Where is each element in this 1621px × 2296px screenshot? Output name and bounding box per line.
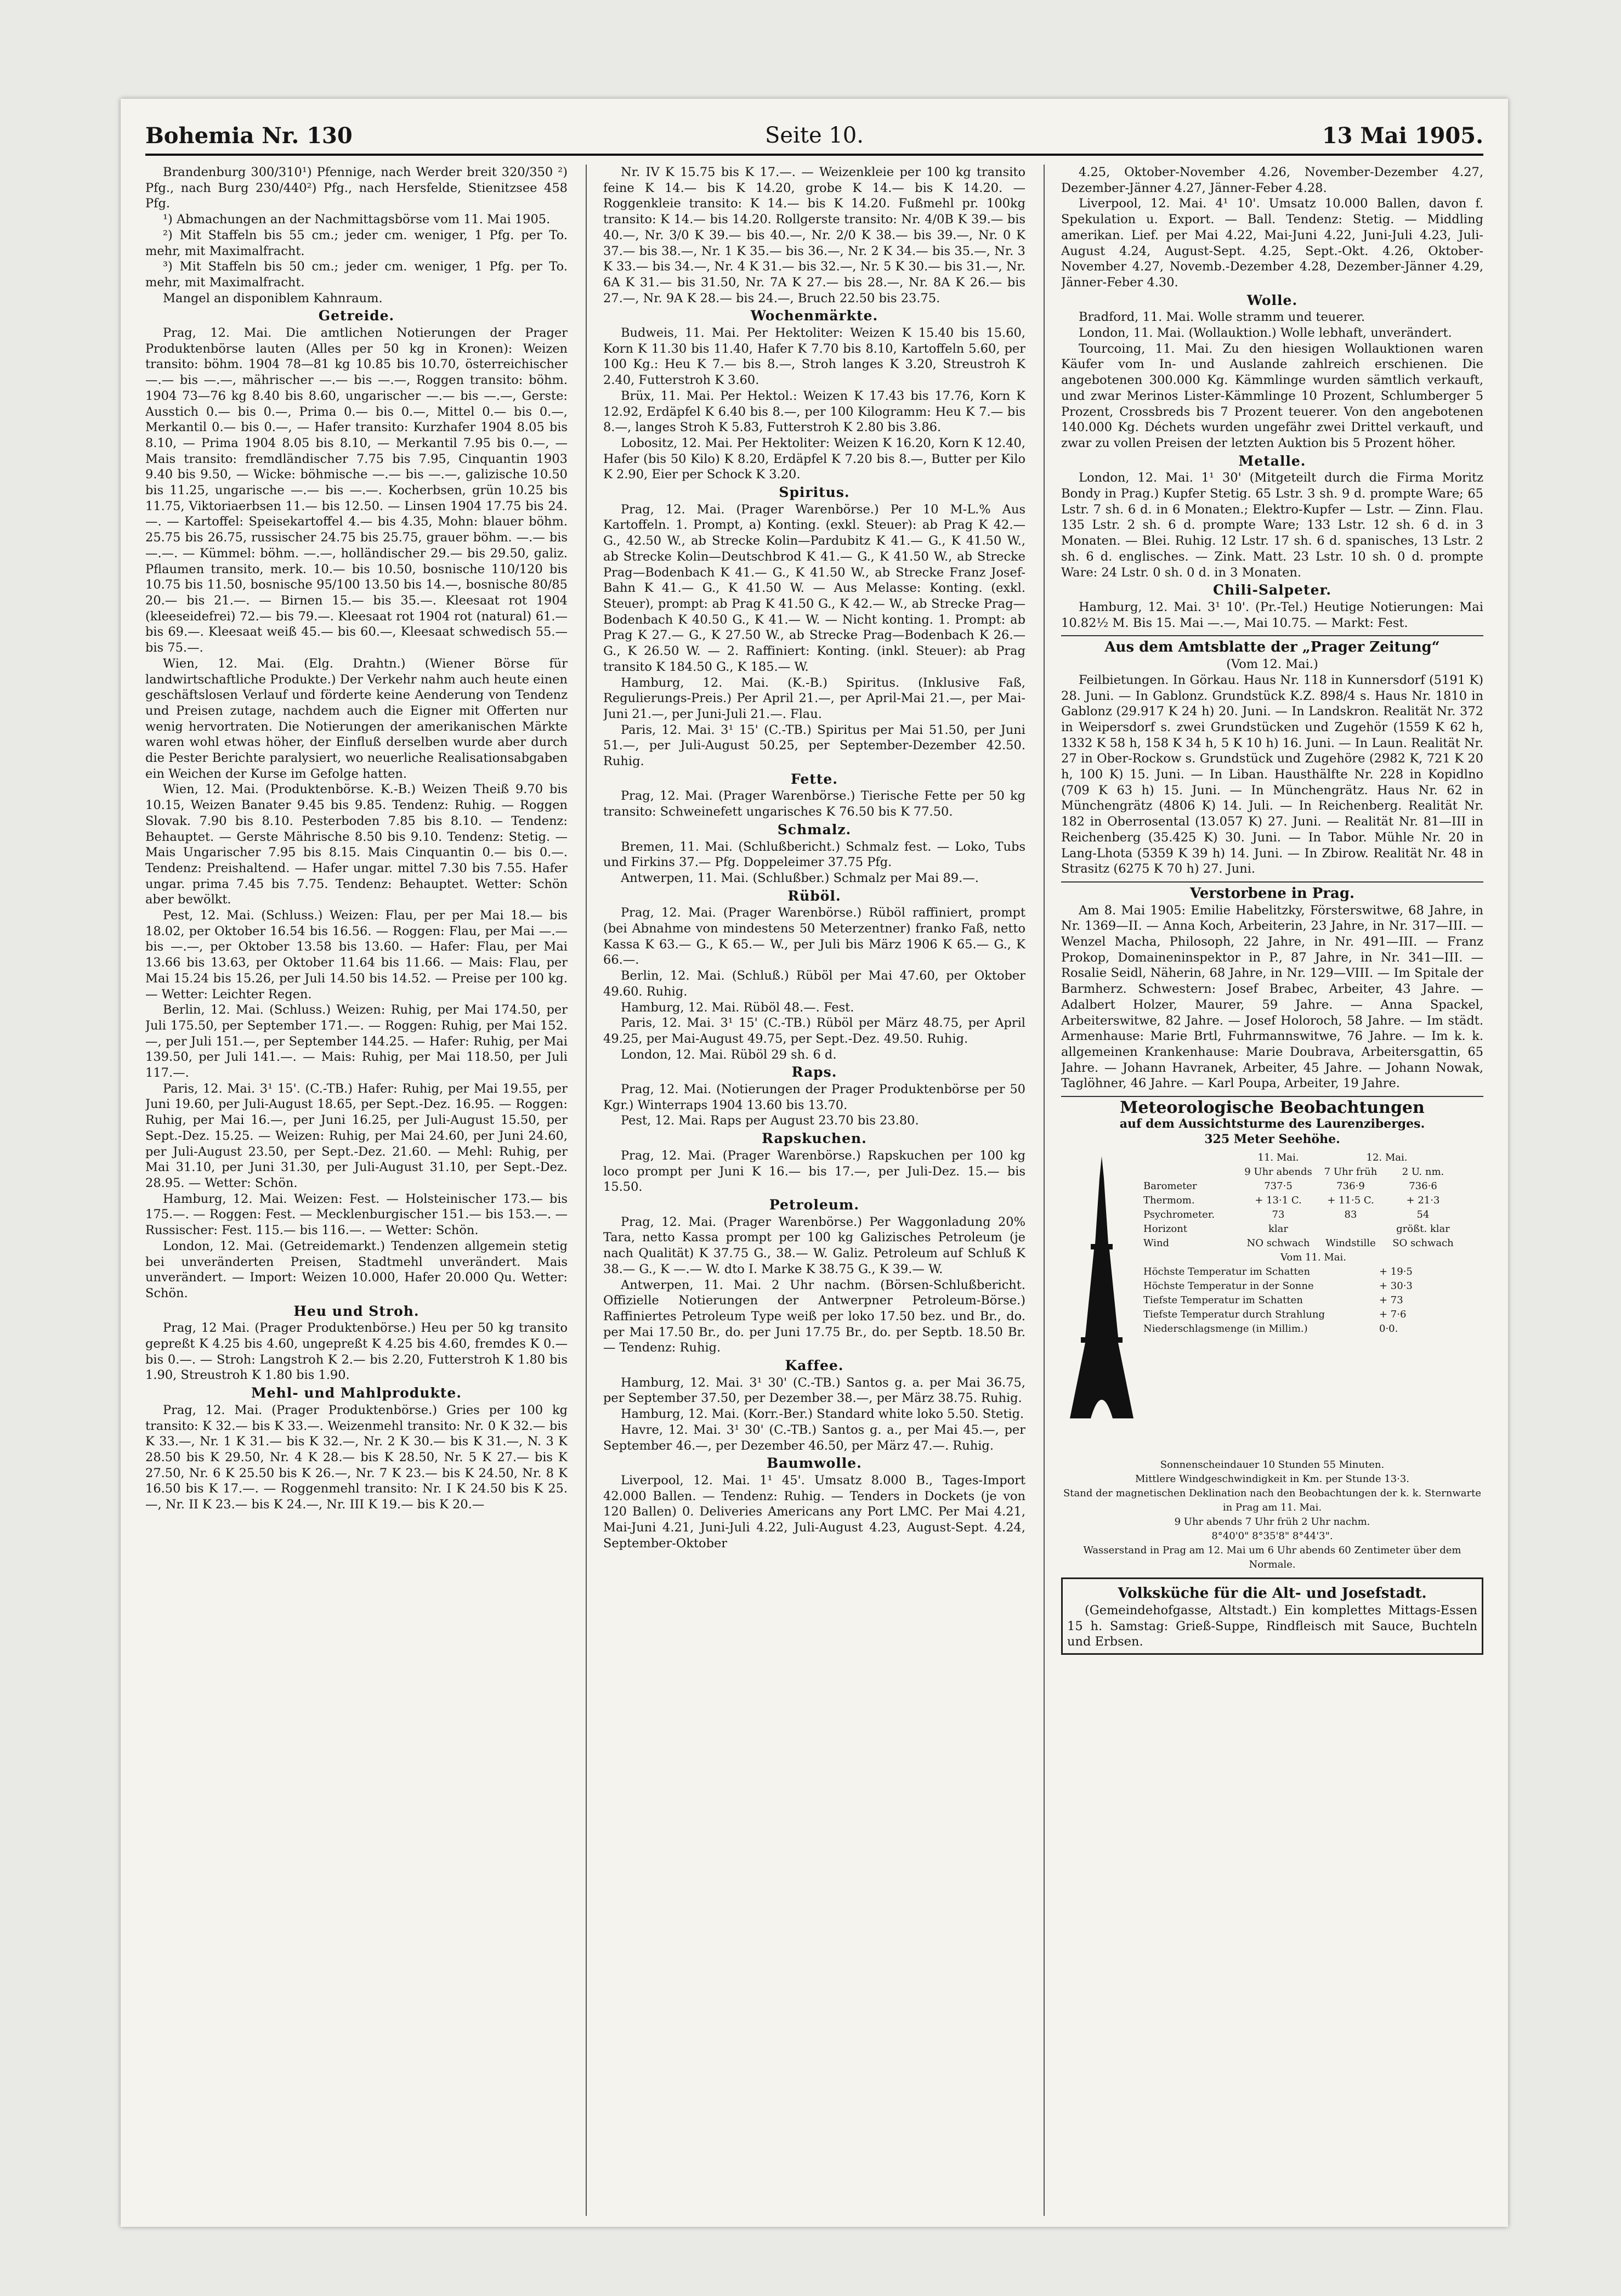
report-hamburg-spiritus: Hamburg, 12. Mai. (K.-B.) Spiritus. (Inklusive Faß, Regulierungs-Preis.) Per April 21.—, per April-Mai 21.—, per Mai-Juni 21.—, per Juni-Juli 21.—. Flau. bbox=[603, 675, 1025, 721]
newspaper-page bbox=[121, 99, 1508, 2227]
weather-note: 9 Uhr abends 7 Uhr früh 2 Uhr nachm. bbox=[1174, 1516, 1370, 1528]
time-head: 9 Uhr abends bbox=[1244, 1166, 1312, 1178]
section-heading-mehl: Mehl- und Mahlprodukte. bbox=[251, 1385, 462, 1401]
newspaper-name: Bohemia Nr. 130 bbox=[145, 123, 353, 149]
section-heading-wolle: Wolle. bbox=[1246, 292, 1298, 308]
report-prag-fette: Prag, 12. Mai. (Prager Warenbörse.) Tierische Fette per 50 kg transito: Schweinefett ungarisches K 76.50 bis K 77.50. bbox=[603, 789, 1025, 819]
column-divider bbox=[586, 165, 587, 2216]
footnote-1: ¹) Abmachungen an der Nachmittagsbörse vom 11. Mai 1905. bbox=[163, 212, 551, 227]
cell bbox=[1314, 1222, 1387, 1236]
weather-time-row bbox=[1143, 1165, 1483, 1179]
report-mehl-continued: Nr. IV K 15.75 bis K 17.—. — Weizenkleie per 100 kg transito feine K 14.— bis K 14.20, grobe K 14.— bis K 14.20. — Roggenkleie transito: K 14.— bis K 14.20. Fußmehl pr. 100kg transito: K 14.— bis 14.20. Rollgerste transito: Nr. 4/0B K 39.— bis 40.—, Nr. 3/0 K 39.— bis 40.—, Nr. 2/0 K 38.— bis 39.—, Nr. 0 K 37.— bis 38.—, Nr. 1 K 35.— bis 36.—, Nr. 2 K 34.— bis 35.—, Nr. 3 K 33.— bis 34.—, Nr. 4 K 31.— bis 32.—, Nr. 5 K 30.— bis 31.—, Nr. 6A K 31.— bis 31.50, Nr. 7A K 27.— bis 28.—, Nr. 8A K 26.— bis 27.—, Nr. 9A K 28.— bis 24.—, Bruch 22.50 bis 23.75. bbox=[603, 165, 1025, 306]
report-tourcoing: Tourcoing, 11. Mai. Zu den hiesigen Wollauktionen waren Käufer vom In- und Auslande zahlreich erschienen. Die angebotenen 300.000 Kg. Kämmlinge wurden sämtlich verkauft, und zwar Merinos Lister-Kämmlinge 10 Prozent, Schlumberger 5 Prozent, Crossbreds bis 7 Prozent teuerer. Von den angebotenen 140.000 Kg. Déchets wurden ungefähr zwei Drittel verkauft, und zwar zu vollen Preisen der letzten Auktion bis 5 Prozent höher. bbox=[1061, 341, 1483, 450]
section-rule bbox=[1061, 1096, 1483, 1097]
weather-stat bbox=[1143, 1279, 1483, 1293]
report-bremen-schmalz: Bremen, 11. Mai. (Schlußbericht.) Schmalz fest. — Loko, Tubs und Firkins 37.— Pfg. Doppeleimer 37.75 Pfg. bbox=[603, 839, 1025, 870]
weather-note: Wasserstand in Prag am 12. Mai um 6 Uhr abends 60 Zentimeter über dem Normale. bbox=[1083, 1545, 1461, 1571]
cell: 736·6 bbox=[1409, 1180, 1437, 1192]
column-divider bbox=[1044, 165, 1045, 2216]
weather-stat bbox=[1143, 1265, 1483, 1279]
stat-value: + 73 bbox=[1379, 1294, 1403, 1307]
stat-value: + 30·3 bbox=[1379, 1280, 1413, 1292]
report-berlin-rueboel: Berlin, 12. Mai. (Schluß.) Rüböl per Mai 47.60, per Oktober 49.60. Ruhig. bbox=[603, 969, 1025, 999]
cell: klar bbox=[1268, 1223, 1288, 1235]
amtsblatt-date: (Vom 12. Mai.) bbox=[1226, 657, 1318, 672]
cell: 736·9 bbox=[1336, 1180, 1365, 1192]
amtsblatt-heading: Aus dem Amtsblatte der „Prager Zeitung“ bbox=[1104, 639, 1440, 656]
cell: + 13·1 C. bbox=[1255, 1195, 1302, 1207]
time-head: 2 U. nm. bbox=[1402, 1166, 1444, 1178]
weather-row bbox=[1143, 1179, 1483, 1194]
weather-note: Mittlere Windgeschwindigkeit in Km. per Stunde 13·3. bbox=[1135, 1473, 1409, 1485]
date-head-2: 12. Mai. bbox=[1366, 1152, 1408, 1164]
section-heading-heu: Heu und Stroh. bbox=[293, 1303, 420, 1319]
section-heading-getreide: Getreide. bbox=[318, 308, 395, 324]
weather-note: 8°40'0" 8°35'8" 8°44'3". bbox=[1211, 1530, 1333, 1542]
cell: 83 bbox=[1344, 1209, 1357, 1221]
report-london-metalle: London, 12. Mai. 1¹ 30' (Mitgeteilt durch die Firma Moritz Bondy in Prag.) Kupfer Stetig. 65 Lstr. 3 sh. 9 d. prompte Ware; 65 Lstr. 7 sh. 6 d. in 6 Monaten.; Elektro-Kupfer — Lstr. — Zinn. Flau. 135 Lstr. 2 sh. 6 d. prompte Ware; 133 Lstr. 12 sh. 6 d. in 3 Monaten. — Blei. Ruhig. 12 Lstr. 17 sh. 6 d. spanisches, 13 Lstr. 2 sh. 6 d. englisches. — Zink. Matt. 23 Lstr. 10 sh. 0 d. prompte Ware: 24 Lstr. 0 sh. 0 d. in 3 Monaten. bbox=[1061, 471, 1483, 580]
report-prag-rapskuchen: Prag, 12. Mai. (Prager Warenbörse.) Rapskuchen per 100 kg loco prompt per Juni K 16.— bis 17.—, per Juli-Dez. 15.— bis 15.50. bbox=[603, 1148, 1025, 1195]
report-hamburg-rueboel: Hamburg, 12. Mai. Rüböl 48.—. Fest. bbox=[621, 1000, 854, 1015]
report-wien-produkten: Wien, 12. Mai. (Produktenbörse. K.-B.) Weizen Theiß 9.70 bis 10.15, Weizen Banater 9.45 bis 9.85. Tendenz: Ruhig. — Roggen Slovak. 7.90 bis 8.10. Pesterboden 7.85 bis 8.10. — Tendenz: Behauptet. — Gerste Mährische 8.50 bis 9.10. Tendenz: Stetig. — Mais Ungarischer 7.95 bis 8.15. Mais Cinquantin 0.— bis 0.—. Tendenz: Preishaltend. — Hafer ungar. mittel 7.30 bis 7.55. Hafer ungar. prima 7.45 bis 7.75. Tendenz: Behauptet. Wetter: Schön aber bewölkt. bbox=[145, 782, 568, 907]
section-heading-raps: Raps. bbox=[791, 1064, 837, 1081]
footnote-2: ²) Mit Staffeln bis 55 cm.; jeder cm. weniger, 1 Pfg. per To. mehr, mit Maximalfracht. bbox=[145, 228, 568, 258]
cell: NO schwach bbox=[1246, 1237, 1310, 1249]
section-heading-rapskuchen: Rapskuchen. bbox=[762, 1130, 867, 1147]
report-hamburg-kaffee-2: Hamburg, 12. Mai. (Korr.-Ber.) Standard white loko 5.50. Stetig. bbox=[621, 1407, 1024, 1422]
weather-row bbox=[1143, 1222, 1483, 1236]
date-head-1: 11. Mai. bbox=[1257, 1152, 1299, 1164]
weather-table bbox=[1143, 1151, 1483, 1336]
report-berlin: Berlin, 12. Mai. (Schluss.) Weizen: Ruhig, per Mai 174.50, per Juli 175.50, per September 171.—. — Roggen: Ruhig, per Mai 152.—, per Juli 151.—, per September 144.25. — Hafer: Ruhig, per Mai 139.50, per Juli 141.—. — Mais: Ruhig, per Mai 118.50, per Juli 117.—. bbox=[145, 1003, 568, 1081]
report-budweis: Budweis, 11. Mai. Per Hektoliter: Weizen K 15.40 bis 15.60, Korn K 11.30 bis 11.40, Hafer K 7.70 bis 8.10, Kartoffeln 5.60, per 100 Kg.: Heu K 7.— bis 8.—, Stroh langes K 3.20, Streustroh K 2.40, Futterstroh K 3.60. bbox=[603, 326, 1025, 388]
stat-label: Tiefste Temperatur im Schatten bbox=[1143, 1294, 1303, 1307]
report-paris: Paris, 12. Mai. 3¹ 15'. (C.-TB.) Hafer: Ruhig, per Mai 19.55, per Juni 19.60, per Juli-August 18.65, per Sept.-Dez. 16.95. — Roggen: Ruhig, per Mai 16.—, per Juni 16.25, per Juli-August 15.50, per Sept.-Dez. 15.25. — Weizen: Ruhig, per Mai 24.60, per Juni 24.60, per Juli-August 23.50, per Sept.-Dez. 21.60. — Mehl: Ruhig, per Mai 31.10, per Juni 31.30, per Juli-August 31.10, per Sept.-Dez. 28.95. — Wetter: Schön. bbox=[145, 1081, 568, 1190]
stat-label: Niederschlagsmenge (in Millim.) bbox=[1143, 1323, 1308, 1335]
section-heading-schmalz: Schmalz. bbox=[777, 821, 852, 838]
shipping-note: Mangel an disponiblem Kahnraum. bbox=[163, 291, 383, 306]
section-heading-spiritus: Spiritus. bbox=[779, 484, 850, 501]
report-liverpool-baumwolle-2: Liverpool, 12. Mai. 4¹ 10'. Umsatz 10.000 Ballen, davon f. Spekulation u. Export. — Ball. Tendenz: Stetig. — Middling amerikan. Lief. per Mai 4.22, Mai-Juni 4.22, Juni-Juli 4.23, Juli-August 4.24, August-Sept. 4.25, Sept.-Okt. 4.26, Oktober-November 4.27, Novemb.-Dezember 4.28, Dezember-Jänner 4.29, Jänner-Feber 4.30. bbox=[1061, 196, 1483, 290]
section-heading-rueboel: Rüböl. bbox=[787, 887, 841, 904]
report-paris-spiritus: Paris, 12. Mai. 3¹ 15' (C.-TB.) Spiritus per Mai 51.50, per Juni 51.—, per Juli-August 50.25, per September-Dezember 42.50. Ruhig. bbox=[603, 722, 1025, 769]
volkskueche-box bbox=[1061, 1577, 1483, 1655]
section-heading-petroleum: Petroleum. bbox=[769, 1197, 860, 1213]
time-head: 7 Uhr früh bbox=[1324, 1166, 1378, 1178]
report-prag-mehl: Prag, 12. Mai. (Prager Produktenbörse.) Gries per 100 kg transito: K 32.— bis K 33.—. Weizenmehl transito: Nr. 0 K 32.— bis K 33.—, Nr. 1 K 31.— bis K 32.—, Nr. 2 K 30.— bis K 31.—, N. 3 K 28.50 bis K 29.50, Nr. 4 K 28.— bis K 28.50, Nr. 5 K 27.— bis K 27.50, Nr. 6 K 25.50 bis K 26.—, Nr. 7 K 23.— bis K 24.50, Nr. 8 K 16.50 bis K 17.—. — Roggenmehl transito: Nr. I K 24.50 bis K 25.—, Nr. II K 23.— bis K 24.—, Nr. III K 19.— bis K 20.— bbox=[145, 1403, 568, 1512]
section-heading-metalle: Metalle. bbox=[1238, 453, 1306, 469]
verstorbene-heading: Verstorbene in Prag. bbox=[1189, 885, 1355, 902]
cell: + 21·3 bbox=[1406, 1195, 1440, 1207]
weather-day-head: Vom 11. Mai. bbox=[1280, 1252, 1346, 1264]
report-liverpool-baumwolle: Liverpool, 12. Mai. 1¹ 45'. Umsatz 8.000 B., Tages-Import 42.000 Ballen. — Tendenz: Ruhig. — Tenders in Dockets (je von 120 Ballen) 0. Deliveries Americans any Port LMC. Per Mai 4.21, Mai-Juni 4.21, Juni-Juli 4.22, Juli-August 4.23, August-Sept. 4.24, September-Oktober bbox=[603, 1473, 1025, 1551]
weather-area bbox=[1061, 1151, 1483, 1458]
report-prag-getreide: Prag, 12. Mai. Die amtlichen Notierungen der Prager Produktenbörse lauten (Alles per 50 kg in Kronen): Weizen transito: böhm. 1904 78—81 kg 10.85 bis 10.70, österreichischer —.— bis —.—, mährischer —.— bis —.—, Roggen transito: böhm. 1904 73—76 kg 8.40 bis 8.60, ungarischer —.— bis —.—, Gerste: Ausstich 0.— bis 0.—, Prima 0.— bis 0.—, Mittel 0.— bis 0.—, Merkantil 0.— bis 0.—, — Hafer transito: Kurzhafer 1904 8.05 bis 8.10, — Prima 1904 8.05 bis 8.10, — Merkantil 7.95 bis 0.—, — Mais transito: fremdländischer 7.75 bis 7.95, Cinquantin 1903 9.40 bis 9.50, — Wicke: böhmische —.— bis —.—, galizische 10.50 bis 11.25, ungarische —.— bis —.—. Kocherbsen, grün 10.25 bis 11.75, Viktoriaerbsen 11.— bis 12.50. — Linsen 1904 17.75 bis 24.—. — Kartoffel: Speisekartoffel 4.— bis 4.35, Mohn: blauer böhm. 25.75 bis 26.75, russischer 24.75 bis 25.75, grauer böhm. —.— bis —.—. — Kümmel: böhm. —.—, holländischer 29.— bis 29.50, galiz. Pflaumen transito, merk. 10.— bis 10.50, bosnische 110/120 bis 10.75 bis 11.50, bosnische 95/100 13.50 bis 14.—, bosnische 80/85 20.— bis 21.—. — Birnen 15.— bis 35.—. Kleesaat rot 1904 (kleeseidefrei) 72.— bis 79.—. Kleesaat rot 1904 rot (natural) 61.— bis 69.—. Kleesaat weiß 45.— bis 60.—, Kleesaat schwedisch 55.— bis 75.—. bbox=[145, 326, 568, 655]
report-bruex: Brüx, 11. Mai. Per Hektol.: Weizen K 17.43 bis 17.76, Korn K 12.92, Erdäpfel K 6.40 bis 8.—, per 100 Kilogramm: Heu K 7.— bis 8.—, langes Stroh K 5.83, Futterstroh K 2.80 bis 3.86. bbox=[603, 388, 1025, 435]
weather-row bbox=[1143, 1208, 1483, 1222]
report-havre-kaffee: Havre, 12. Mai. 3¹ 30' (C.-TB.) Santos g. a., per Mai 45.—, per September 46.—, per Dezember 46.50, per März 47.—. Ruhig. bbox=[603, 1422, 1025, 1453]
stat-value: + 19·5 bbox=[1379, 1266, 1413, 1278]
volkskueche-heading: Volksküche für die Alt- und Josefstadt. bbox=[1118, 1585, 1427, 1602]
report-wien-boerse: Wien, 12. Mai. (Elg. Drahtn.) (Wiener Börse für landwirtschaftliche Produkte.) Der Verkehr nahm auch heute einen geschäftslosen Verlauf und förderte keine Aenderung von Tendenz und Preisen zutage, nachdem auch die Eigner mit Offerten nur wenig hervortraten. Die Notierungen der amerikanischen Märkte waren wohl etwas höher, der Einfluß derselben wurde aber durch die Pester Berichte paralysiert, wo neuerliche Realisationsabgaben ein Weichen der Kurse im Gefolge hatten. bbox=[145, 656, 568, 781]
section-heading-kaffee: Kaffee. bbox=[785, 1358, 844, 1374]
cell: Windstille bbox=[1325, 1237, 1376, 1249]
stat-label: Höchste Temperatur im Schatten bbox=[1143, 1266, 1311, 1278]
report-baumwolle-continued: 4.25, Oktober-November 4.26, November-Dezember 4.27, Dezember-Jänner 4.27, Jänner-Feber 4.28. bbox=[1061, 165, 1483, 195]
section-rule bbox=[1061, 881, 1483, 883]
lookout-tower-icon bbox=[1069, 1156, 1135, 1420]
section-heading-wochenmaerkte: Wochenmärkte. bbox=[750, 308, 878, 324]
cell: SO schwach bbox=[1392, 1237, 1454, 1249]
row-label: Thermom. bbox=[1143, 1195, 1195, 1207]
row-label: Horizont bbox=[1143, 1223, 1188, 1235]
report-london-rueboel: London, 12. Mai. Rüböl 29 sh. 6 d. bbox=[621, 1047, 837, 1062]
column-2 bbox=[603, 165, 1025, 2216]
row-label: Wind bbox=[1143, 1237, 1170, 1249]
section-heading-chili: Chili-Salpeter. bbox=[1212, 582, 1332, 598]
weather-stat bbox=[1143, 1322, 1483, 1336]
report-prag-spiritus: Prag, 12. Mai. (Prager Warenbörse.) Per 10 M-L.% Aus Kartoffeln. 1. Prompt, a) Konting. (exkl. Steuer): ab Prag K 42.— G., 42.50 W., ab Strecke Kolin—Pardubitz K 41.— G., K 41.50 W., ab Strecke Kolin—Deutschbrod K 41.— G., K 41.50 W., ab Strecke Prag—Bodenbach K 41.— G., K 41.50 W., ab Strecke Franz Josef-Bahn K 41.— G., K 41.50 W. — Aus Melasse: Konting. (exkl. Steuer), prompt: ab Prag K 41.50 G., K 42.— W., ab Strecke Prag—Bodenbach K 40.50 G., K 41.— W. — Nicht konting. 1. Prompt: ab Prag K 27.— G., K 27.50 W., ab Strecke Prag—Bodenbach K 26.— G., K 26.50 W. — 2. Raffiniert: Konting. (inkl. Steuer): ab Prag transito K 184.50 G., K 185.— W. bbox=[603, 502, 1025, 674]
weather-stat bbox=[1143, 1293, 1483, 1308]
report-prag-heu: Prag, 12 Mai. (Prager Produktenbörse.) Heu per 50 kg transito gepreßt K 4.25 bis 4.60, ungepreßt K 4.25 bis 4.60, fremdes K 0.— bis 0.—. — Stroh: Langstroh K 2.— bis 2.20, Futterstroh K 1.80 bis 1.90, Streustroh K 1.80 bis 1.90. bbox=[145, 1321, 568, 1383]
row-label: Barometer bbox=[1143, 1180, 1197, 1192]
page-header bbox=[145, 121, 1483, 156]
stat-value: + 7·6 bbox=[1379, 1309, 1407, 1321]
weather-row bbox=[1143, 1236, 1483, 1251]
amtsblatt-feilbietungen: Feilbietungen. In Görkau. Haus Nr. 118 in Kunnersdorf (5191 K) 28. Juni. — In Gablonz. Grundstück K.Z. 898/4 s. Haus Nr. 1810 in Gablonz (29.917 K 24 h) 20. Juni. — In Landskron. Realität Nr. 372 in Weipersdorf s. zwei Grundstücken und Zugehör (1559 K 62 h, 1332 K 58 h, 158 K 34 h, 5 K 10 h) 16. Juni. — In Laun. Realität Nr. 27 in Ober-Rockow s. Grundstück und Zugehöre (2982 K, 721 K 20 h, 100 K) 15. Juni. — In Liban. Hausthälfte Nr. 228 in Kopidlno (709 K 63 h) 15. Juni. — In Münchengrätz. Haus Nr. 62 in Münchengrätz (4806 K) 14. Juli. — In Reichenberg. Realität Nr. 182 in Oberrosental (13.057 K) 27. Juni. — Realität Nr. 81—III in Reichenberg (35.425 K) 30. Juni. — In Tabor. Mühle Nr. 20 in Lang-Lhota (5359 K 39 h) 14. Juni. — In Zbirow. Realität Nr. 48 in Strasitz (6275 K 70 h) 27. Juni. bbox=[1061, 672, 1483, 876]
cell: 737·5 bbox=[1264, 1180, 1293, 1192]
stat-label: Höchste Temperatur in der Sonne bbox=[1143, 1280, 1314, 1292]
cell: größt. klar bbox=[1396, 1223, 1450, 1235]
weather-block bbox=[1061, 1100, 1483, 1572]
report-lobositz: Lobositz, 12. Mai. Per Hektoliter: Weizen K 16.20, Korn K 12.40, Hafer (bis 50 Kilo) K 8.20, Erdäpfel K 7.20 bis 8.—, Butter per Kilo K 2.90, Eier per Schock K 3.20. bbox=[603, 436, 1025, 482]
column-3 bbox=[1061, 165, 1483, 2216]
report-paris-rueboel: Paris, 12. Mai. 3¹ 15' (C.-TB.) Rüböl per März 48.75, per April 49.25, per Mai-August 49.75, per Sept.-Dez. 49.50. Ruhig. bbox=[603, 1016, 1025, 1046]
weather-note: Stand der magnetischen Deklination nach den Beobachtungen der k. k. Sternwarte in Prag am 11. Mai. bbox=[1063, 1488, 1482, 1514]
issue-date: 13 Mai 1905. bbox=[1322, 123, 1483, 149]
report-pest-raps: Pest, 12. Mai. Raps per August 23.70 bis 23.80. bbox=[621, 1113, 919, 1128]
weather-note: Sonnenscheindauer 10 Stunden 55 Minuten. bbox=[1160, 1459, 1385, 1471]
report-prag-rueboel: Prag, 12. Mai. (Prager Warenbörse.) Rüböl raffiniert, prompt (bei Abnahme von mindestens 50 Meterzentner) franko Faß, netto Kassa K 63.— G., K 65.— W., per Juli bis März 1906 K 65.— G., K 66.—. bbox=[603, 906, 1025, 968]
transport-rates: Brandenburg 300/310¹) Pfennige, nach Werder breit 320/350 ²) Pfg., nach Burg 230/440²) Pfg., nach Hersfelde, Stienitzsee 458 Pfg. bbox=[145, 165, 568, 211]
cell: + 11·5 C. bbox=[1327, 1195, 1374, 1207]
page-number: Seite 10. bbox=[765, 123, 864, 148]
section-heading-baumwolle: Baumwolle. bbox=[767, 1455, 862, 1472]
weather-subtitle: auf dem Aussichtsturme des Laurenziberges. bbox=[1119, 1116, 1425, 1131]
report-bradford: Bradford, 11. Mai. Wolle stramm und teuerer. bbox=[1079, 310, 1365, 325]
verstorbene-list: Am 8. Mai 1905: Emilie Habelitzky, Försterswitwe, 68 Jahre, in Nr. 1369—II. — Anna Koch, Arbeiterin, 23 Jahre, in Nr. 317—III. — Wenzel Macha, Philosoph, 22 Jahre, in Nr. 491—III. — Franz Prokop, Domaineninspektor in P., 87 Jahre, in Nr. 341—III. — Rosalie Seidl, Näherin, 68 Jahre, in Nr. 129—VIII. — Im Spitale der Barmherz. Schwestern: Josef Brabec, Arbeiter, 43 Jahre. — Adalbert Holzer, Maurer, 59 Jahre. — Anna Spackel, Arbeiterswitwe, 82 Jahre. — Josef Holoroch, 58 Jahre. — Im städt. Armenhause: Marie Brtl, Fuhrmannswitwe, 76 Jahre. — Im k. k. allgemeinen Krankenhause: Marie Doubrava, Arbeitersgattin, 65 Jahre. — Johann Havranek, Arbeiter, 45 Jahre. — Johann Nowak, Taglöhner, 46 Jahre. — Karl Poupa, Arbeiter, 19 Jahre. bbox=[1061, 903, 1483, 1091]
report-prag-raps: Prag, 12. Mai. (Notierungen der Prager Produktenbörse per 50 Kgr.) Winterraps 1904 13.60 bis 13.70. bbox=[603, 1082, 1025, 1112]
stat-value: 0·0. bbox=[1379, 1323, 1398, 1335]
weather-row bbox=[1143, 1194, 1483, 1208]
section-rule bbox=[1061, 635, 1483, 636]
report-pest: Pest, 12. Mai. (Schluss.) Weizen: Flau, per per Mai 18.— bis 18.02, per Oktober 16.54 bis 16.56. — Roggen: Flau, per Mai —.— bis —.—, per Oktober 13.58 bis 13.60. — Hafer: Flau, per Mai 13.66 bis 13.63, per Oktober 11.64 bis 11.66. — Mais: Flau, per Mai 15.24 bis 15.26, per Juli 14.50 bis 14.52. — Preise per 100 kg. — Wetter: Leichter Regen. bbox=[145, 908, 568, 1002]
section-heading-fette: Fette. bbox=[791, 771, 838, 787]
report-antwerpen-schmalz: Antwerpen, 11. Mai. (Schlußber.) Schmalz per Mai 89.—. bbox=[621, 870, 979, 885]
report-london: London, 12. Mai. (Getreidemarkt.) Tendenzen allgemein stetig bei unveränderten Preisen, Stadtmehl unverändert. Mais unverändert. — Import: Weizen 10.000, Hafer 20.000 Qu. Wetter: Schön. bbox=[145, 1239, 568, 1300]
weather-stat bbox=[1143, 1308, 1483, 1322]
row-label: Psychrometer. bbox=[1143, 1209, 1215, 1221]
weather-date-row bbox=[1143, 1151, 1483, 1165]
volkskueche-text: (Gemeindehofgasse, Altstadt.) Ein komplettes Mittags-Essen 15 h. Samstag: Grieß-Suppe, Rindfleisch mit Sauce, Buchteln und Erbsen. bbox=[1067, 1603, 1477, 1649]
report-london-wolle: London, 11. Mai. (Wollauktion.) Wolle lebhaft, unverändert. bbox=[1079, 326, 1452, 341]
stat-label: Tiefste Temperatur durch Strahlung bbox=[1143, 1309, 1325, 1321]
report-antwerpen-petroleum: Antwerpen, 11. Mai. 2 Uhr nachm. (Börsen-Schlußbericht. Offizielle Notierungen der Antwerpner Petroleum-Börse.) Raffiniertes Petroleum Type weiß per loko 17.50 bez. und Br., do. per Mai 17.50 Br., do. per Juni 17.75 Br., do. per Septb. 18.50 Br. — Tendenz: Ruhig. bbox=[603, 1277, 1025, 1355]
report-prag-petroleum: Prag, 12. Mai. (Prager Warenbörse.) Per Waggonladung 20% Tara, netto Kassa prompt per 100 kg Galizisches Petroleum (je nach Qualität) K 37.75 G., 38.— W. Galiz. Petroleum auf Schluß K 38.— G., K —.— W. dto I. Marke K 38.75 G., K 39.— W. bbox=[603, 1214, 1025, 1276]
footnote-3: ³) Mit Staffeln bis 50 cm.; jeder cm. weniger, 1 Pfg. per To. mehr, mit Maximalfracht. bbox=[145, 259, 568, 290]
report-hamburg: Hamburg, 12. Mai. Weizen: Fest. — Holsteinischer 173.— bis 175.—. — Roggen: Fest. — Mecklenburgischer 151.— bis 153.—. — Russischer: Fest. 115.— bis 116.—. — Wetter: Schön. bbox=[145, 1191, 568, 1238]
column-1 bbox=[145, 165, 568, 2216]
weather-title: Meteorologische Beobachtungen bbox=[1120, 1098, 1425, 1118]
report-hamburg-chili: Hamburg, 12. Mai. 3¹ 10'. (Pr.-Tel.) Heutige Notierungen: Mai 10.82½ M. Bis 15. Mai —.—, Mai 10.75. — Markt: Fest. bbox=[1061, 600, 1483, 630]
cell: 54 bbox=[1416, 1209, 1430, 1221]
weather-height: 325 Meter Seehöhe. bbox=[1204, 1132, 1340, 1147]
report-hamburg-kaffee: Hamburg, 12. Mai. 3¹ 30' (C.-TB.) Santos g. a. per Mai 36.75, per September 37.50, per Dezember 38.—, per März 38.75. Ruhig. bbox=[603, 1375, 1025, 1406]
cell: 73 bbox=[1272, 1209, 1285, 1221]
